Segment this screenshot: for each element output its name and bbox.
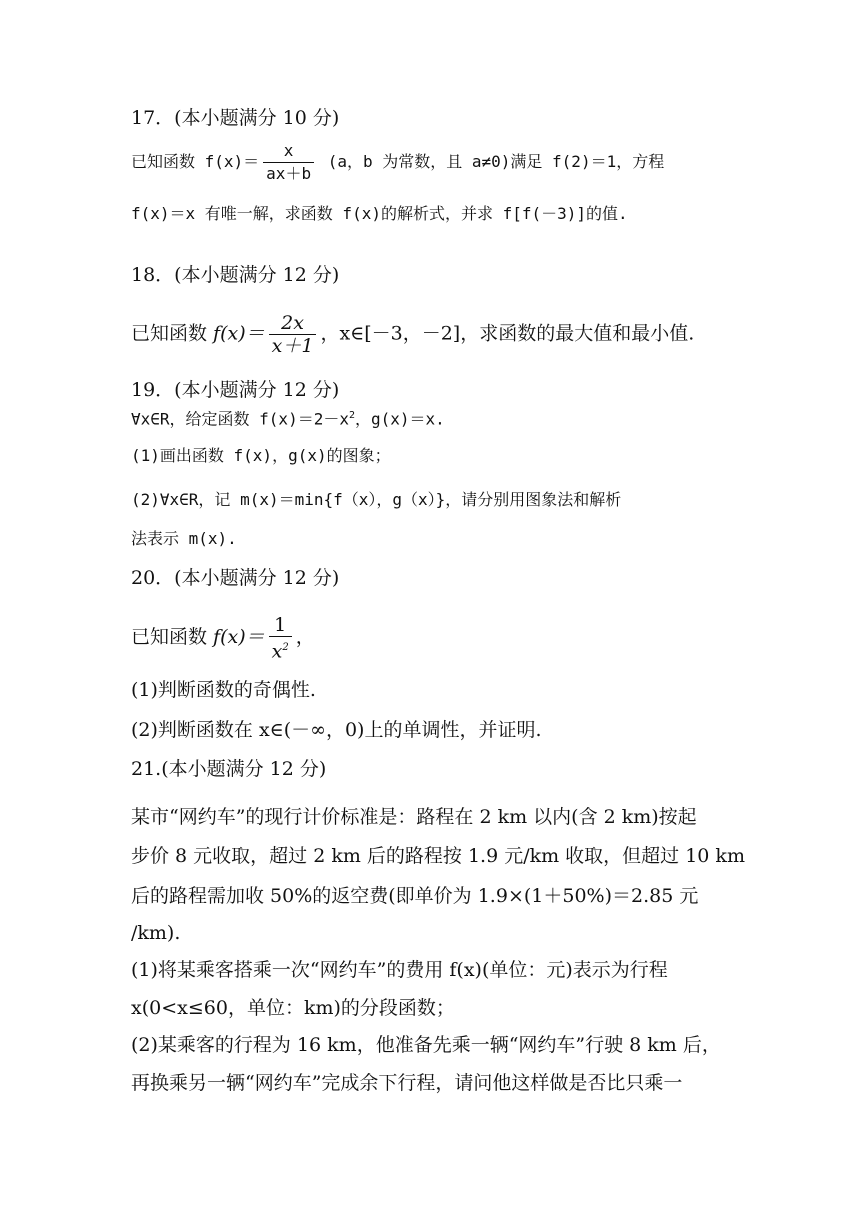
q20-line1 [131, 614, 315, 662]
q19-line1-sup: 2 [348, 410, 355, 421]
q20-frac-den-base: x [271, 640, 283, 663]
q18-header: 18．(本小题满分 12 分) [131, 264, 340, 286]
q17-line2: f(x)＝x 有唯一解，求函数 f(x)的解析式，并求 f[f(－3)]的值. [131, 204, 628, 223]
q20-frac-num: 1 [269, 614, 292, 637]
q20-fraction [269, 614, 292, 662]
q17-line1-pre: 已知函数 f(x)＝ [131, 152, 260, 171]
q20-part2: (2)判断函数在 x∈(－∞，0)上的单调性，并证明. [131, 719, 542, 741]
q19-part2-cont: 法表示 m(x). [131, 529, 237, 548]
q20-header: 20．(本小题满分 12 分) [131, 567, 340, 589]
q17-frac-num: x [263, 140, 314, 163]
q17-header: 17．(本小题满分 10 分) [131, 107, 340, 129]
q17-fraction [263, 140, 314, 185]
q20-part1: (1)判断函数的奇偶性. [131, 679, 316, 701]
q19-header: 19．(本小题满分 12 分) [131, 379, 340, 401]
q18-post: ，x∈[－3，－2]，求函数的最大值和最小值. [320, 322, 695, 345]
q18-frac-num: 2x [269, 312, 317, 335]
q19-part1: (1)画出函数 f(x)，g(x)的图象； [131, 446, 391, 465]
q21-body-line: /km). [131, 922, 181, 944]
q21-header: 21.(本小题满分 12 分) [131, 758, 327, 780]
q18-fx: f(x)＝ [213, 322, 265, 345]
q19-line1 [131, 404, 445, 431]
q21-body-line: 某市“网约车”的现行计价标准是：路程在 2 km 以内(含 2 km)按起 [131, 806, 697, 828]
q20-fx: f(x)＝ [213, 626, 265, 649]
q21-body-line: 再换乘另一辆“网约车”完成余下行程，请问他这样做是否比只乘一 [131, 1072, 683, 1094]
q17-frac-den: ax＋b [266, 164, 312, 183]
q19-line1-a: ∀x∈R，给定函数 f(x)＝2－x [131, 409, 349, 429]
q20-pre: 已知函数 [131, 626, 214, 649]
q18-frac-den: x＋1 [271, 335, 314, 357]
q21-body-line: (2)某乘客的行程为 16 km，他准备先乘一辆“网约车”行驶 8 km 后， [131, 1034, 721, 1056]
q18-pre: 已知函数 [131, 322, 214, 345]
q17-line1 [131, 140, 664, 185]
q18-fraction [269, 312, 317, 357]
q20-frac-den-sup: 2 [282, 642, 289, 653]
q18-line1 [131, 312, 694, 357]
q21-body-line: x(0<x≤60，单位：km)的分段函数； [131, 997, 455, 1019]
q20-frac-den [269, 637, 292, 662]
q21-body-line: (1)将某乘客搭乘一次“网约车”的费用 f(x)(单位：元)表示为行程 [131, 959, 668, 981]
q19-line1-b: ，g(x)＝x. [355, 409, 445, 429]
q21-body-line: 后的路程需加收 50%的返空费(即单价为 1.9×(1＋50%)＝2.85 元 [131, 885, 699, 907]
q19-part2: (2)∀x∈R，记 m(x)＝min{f（x），g（x）}，请分别用图象法和解析 [131, 490, 622, 509]
q20-post: ， [295, 626, 315, 649]
q17-line1-post: (a，b 为常数，且 a≠0)满足 f(2)＝1，方程 [318, 152, 665, 171]
q21-body-line: 步价 8 元收取，超过 2 km 后的路程按 1.9 元/km 收取，但超过 10 km [131, 845, 745, 867]
